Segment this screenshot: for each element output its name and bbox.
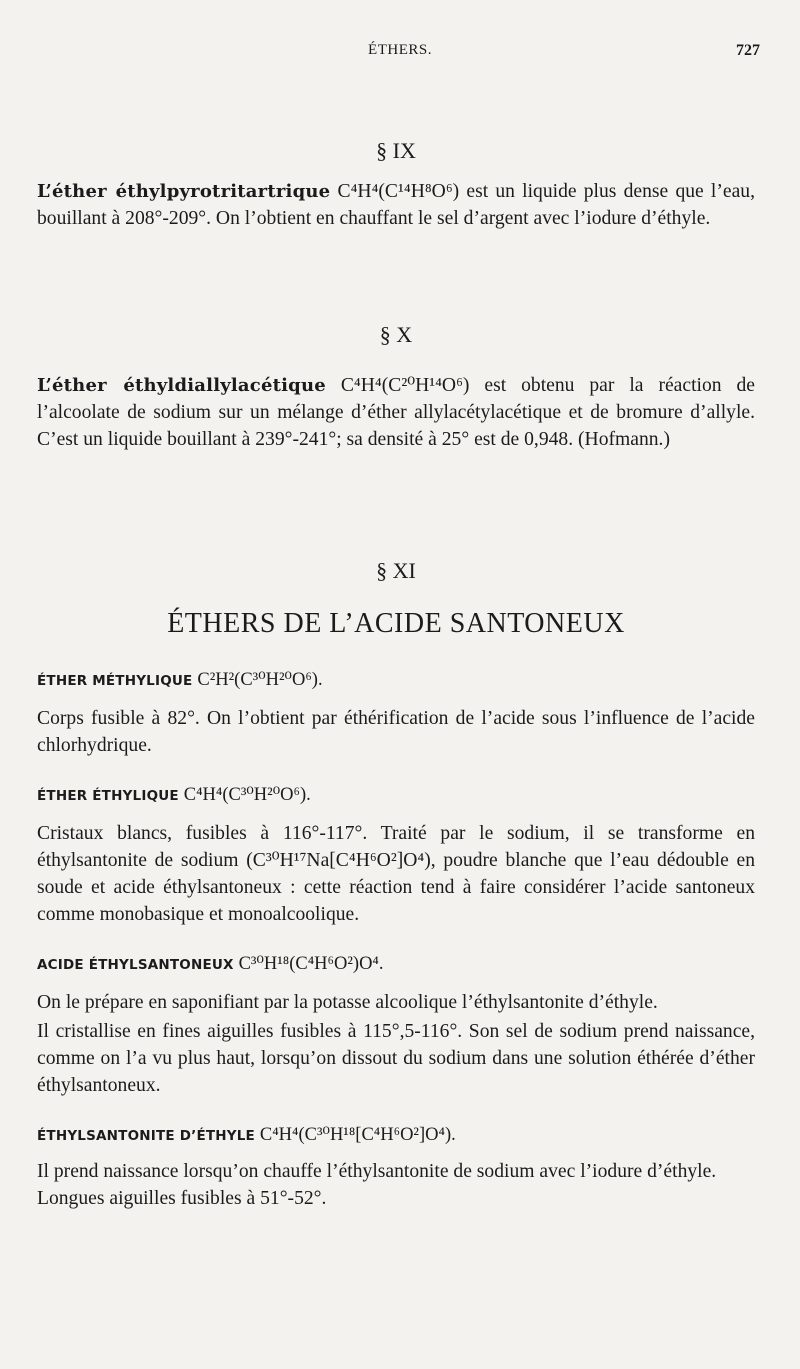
entry-head: ÉTHYLSANTONITE D’ÉTHYLE [37,1128,255,1144]
entry-formula: C⁴H⁴(C³⁰H¹⁸[C⁴H⁶O²]O⁴). [259,1125,456,1145]
entry-heading [37,950,755,979]
entry-head: ÉTHER ÉTHYLIQUE [37,788,179,804]
entry-formula: C³⁰H¹⁸(C⁴H⁶O²)O⁴. [238,954,384,974]
entry-ethyl [37,781,755,928]
section-mark: § XI [376,558,416,583]
entry-paragraph: Cristaux blancs, fusibles à 116°-117°. Traité par le sodium, il se transforme en éthylsantonite de sodium (C³⁰H¹⁷Na[C⁴H⁶O²]O⁴), poudre blanche que l’eau dédouble en soude et acide éthylsantoneux : cette réaction tend à faire considérer l’acide santoneux comme monobasique et monoalcoolique. [37,823,755,925]
section-xi [37,558,755,1212]
entry-heading [37,666,755,695]
entry-formula: C⁴H⁴(C³⁰H²⁰O⁶). [183,785,311,805]
compound-name: L’éther éthyldiallylacétique [37,375,326,396]
section-paragraph [37,178,755,232]
page-number: 727 [736,42,760,59]
section-x [37,322,755,453]
entry-heading [37,1121,755,1150]
entry-methyl [37,666,755,759]
section-mark: § X [379,322,413,347]
entry-paragraph: Longues aiguilles fusibles à 51°-52°. [37,1188,327,1209]
entry-paragraph: Il cristallise en fines aiguilles fusibles à 115°,5-116°. Son sel de sodium prend naissance, comme on l’a vu plus haut, lorsqu’on dissout du sodium dans une solution éthérée d’éther éthylsantoneux. [37,1021,755,1096]
paragraph-text: C⁴H⁴(C²⁰H¹⁴O⁶) est obtenu par la réaction de l’alcoolate de sodium sur un mélange d’éther allylacétylacétique et de bromure d’allyle. C’est un liquide bouillant à 239°-241°; sa densité à 25° est de 0,948. (Hofmann.) [37,375,755,450]
entry-acid [37,950,755,1099]
entry-paragraph: On le prépare en saponifiant par la potasse alcoolique l’éthylsantonite d’éthyle. [37,992,658,1013]
section-paragraph [37,372,755,453]
section-ix [37,138,755,232]
running-title: ÉTHERS. [368,42,432,58]
entry-paragraph: Corps fusible à 82°. On l’obtient par éthérification de l’acide sous l’influence de l’acide chlorhydrique. [37,708,755,756]
entry-heading [37,781,755,810]
section-title: ÉTHERS DE L’ACIDE SANTONEUX [167,608,625,639]
entry-formula: C²H²(C³⁰H²⁰O⁶). [197,670,323,690]
running-head [40,42,760,66]
section-mark: § IX [376,138,416,163]
entry-head: ACIDE ÉTHYLSANTONEUX [37,957,234,973]
entry-head: ÉTHER MÉTHYLIQUE [37,673,193,689]
compound-name: L’éther éthylpyrotritartrique [37,181,331,202]
paragraph-text: C⁴H⁴(C¹⁴H⁸O⁶) est un liquide plus dense que l’eau, bouillant à 208°-209°. On l’obtient en chauffant le sel d’argent avec l’iodure d’éthyle. [37,181,755,229]
entry-ethylsantonite [37,1121,755,1212]
entry-paragraph: Il prend naissance lorsqu’on chauffe l’éthylsantonite de sodium avec l’iodure d’éthyle. [37,1161,717,1182]
